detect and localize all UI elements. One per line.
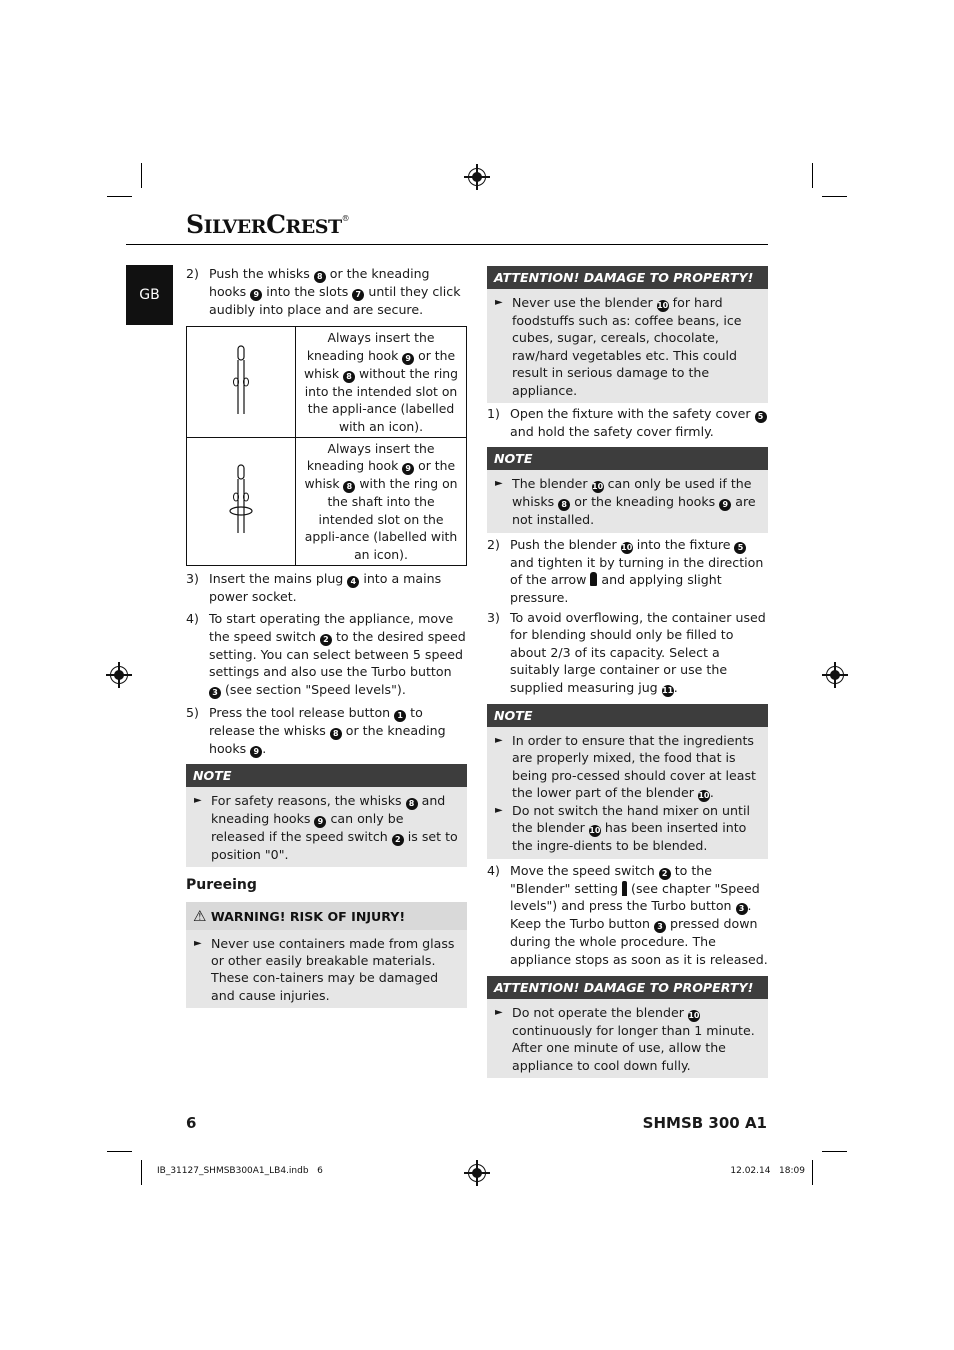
right-column bbox=[487, 266, 768, 1078]
note-header: NOTE bbox=[186, 764, 467, 787]
step-4-blender-setting: 4) Move the speed switch 2 to the "Blender" setting (see chapter "Speed levels") and press the Turbo button 3 . Keep the Turbo button 3 pressed down during the whole procedure. The appliance stops as soon as it is released. bbox=[487, 862, 768, 967]
left-column bbox=[186, 265, 467, 1008]
brand-logo: SILVERCREST® bbox=[186, 210, 350, 239]
crop-mark bbox=[141, 1160, 142, 1185]
arrow-bullet-icon: ► bbox=[495, 478, 503, 490]
tool-without-ring-image bbox=[187, 327, 296, 438]
crop-mark bbox=[107, 1151, 132, 1152]
registration-mark-icon bbox=[110, 666, 128, 684]
crop-mark bbox=[812, 1160, 813, 1185]
note-bullet: ► Do not switch the hand mixer on until the blender 10 has been inserted into the ingre-dients to be blended. bbox=[495, 802, 750, 854]
note-header: NOTE bbox=[487, 704, 768, 727]
attention-bullet: ► Do not operate the blender 10 continuously for longer than 1 minute. After one minute of use, allow the appliance to cool down fully. bbox=[495, 1004, 755, 1073]
arrow-bullet-icon: ► bbox=[495, 804, 503, 816]
warning-bullet: ► Never use containers made from glass or other easily breakable materials. These con-tainers may be damaged and cause injuries. bbox=[194, 935, 455, 1003]
file-info: IB_31127_SHMSB300A1_LB4.indb 6 bbox=[157, 1166, 323, 1176]
registration-mark-icon bbox=[468, 168, 486, 186]
tool-with-ring-image bbox=[187, 438, 296, 566]
step-2-insert-tools: 2) Push the whisks 8 or the kneading hooks 9 into the slots 7 until they click audibly into place and are secure. bbox=[186, 266, 461, 317]
warning-risk-of-injury bbox=[186, 902, 467, 1009]
crop-mark bbox=[107, 196, 132, 197]
note-header: NOTE bbox=[487, 447, 768, 470]
step-3-avoid-overflow: 3) To avoid overflowing, the container used for blending should only be filled to about 2/3 of its capacity. Select a suitably large container or use the supplied measuring jug 11. bbox=[487, 610, 766, 695]
crop-mark bbox=[822, 1151, 847, 1152]
arrow-bullet-icon: ► bbox=[194, 794, 202, 806]
attention-hard-foodstuffs bbox=[487, 266, 768, 403]
language-tab: GB bbox=[126, 265, 173, 325]
note-blender-use bbox=[487, 447, 768, 532]
step-2-push-blender: 2) Push the blender 10 into the fixture 5 and tighten it by turning in the direction of the arrow and applying slight pressure. bbox=[487, 536, 764, 605]
warning-header: ⚠ WARNING! RISK OF INJURY! bbox=[186, 902, 467, 930]
crop-mark bbox=[822, 196, 847, 197]
table-row bbox=[187, 327, 467, 438]
note-bullet: ► The blender 10 can only be used if the whisks 8 or the kneading hooks 9 are not installed. bbox=[495, 476, 756, 528]
table-row bbox=[187, 438, 467, 566]
arrow-bullet-icon: ► bbox=[194, 937, 202, 949]
attention-header: ATTENTION! DAMAGE TO PROPERTY! bbox=[487, 266, 768, 289]
table-cell: Always insert the kneading hook 9 or the whisk 8 without the ring into the intended slot on the appli-ance (labelled with an icon). bbox=[296, 327, 467, 438]
crop-mark bbox=[812, 163, 813, 188]
registration-mark-icon bbox=[826, 666, 844, 684]
crop-mark bbox=[141, 163, 142, 188]
step-5-release-tools: 5) Press the tool release button 1 to release the whisks 8 or the kneading hooks 9 . bbox=[186, 704, 446, 756]
step-3-mains-plug: 3) Insert the mains plug 4 into a mains power socket. bbox=[186, 571, 442, 605]
arrow-bullet-icon: ► bbox=[495, 734, 503, 746]
header-rule bbox=[126, 244, 768, 245]
warning-triangle-icon: ⚠ bbox=[193, 906, 207, 925]
registration-mark-icon bbox=[468, 1164, 486, 1182]
step-4-speed-switch: 4) To start operating the appliance, move the speed switch 2 to the desired speed setting. You can select between 5 speed settings and also use the Turbo button 3 (see section "Speed levels"). bbox=[186, 611, 466, 697]
print-date: 12.02.14 18:09 bbox=[730, 1166, 805, 1176]
note-bullet: ► In order to ensure that the ingredients are properly mixed, the food that is being pro-cessed should cover at least the lower part of the blender 10. bbox=[495, 732, 756, 800]
attention-continuous-use bbox=[487, 976, 768, 1078]
note-bullet: ► For safety reasons, the whisks 8 and kneading hooks 9 can only be released if the speed switch 2 is set to position "0". bbox=[194, 792, 458, 862]
tool-insert-table bbox=[186, 326, 467, 566]
note-mixing bbox=[487, 704, 768, 859]
arrow-bullet-icon: ► bbox=[495, 1006, 503, 1018]
model-number: SHMSB 300 A1 bbox=[642, 1114, 767, 1132]
note-release-safety bbox=[186, 764, 467, 867]
arrow-bullet-icon: ► bbox=[495, 297, 503, 308]
step-1-open-fixture: 1) Open the fixture with the safety cover 5 and hold the safety cover firmly. bbox=[487, 405, 768, 440]
section-heading-pureeing: Pureeing bbox=[186, 877, 257, 894]
attention-bullet: ► Never use the blender 10 for hard foodstuffs such as: coffee beans, ice cubes, sugar, cereals, chocolate, raw/hard vegetables etc. This could result in serious damage to the appliance. bbox=[495, 295, 742, 398]
attention-header: ATTENTION! DAMAGE TO PROPERTY! bbox=[487, 976, 768, 999]
page-number: 6 bbox=[186, 1114, 197, 1132]
table-cell: Always insert the kneading hook 9 or the whisk 8 with the ring on the shaft into the intended slot on the appli-ance (labelled with an icon). bbox=[296, 438, 467, 566]
